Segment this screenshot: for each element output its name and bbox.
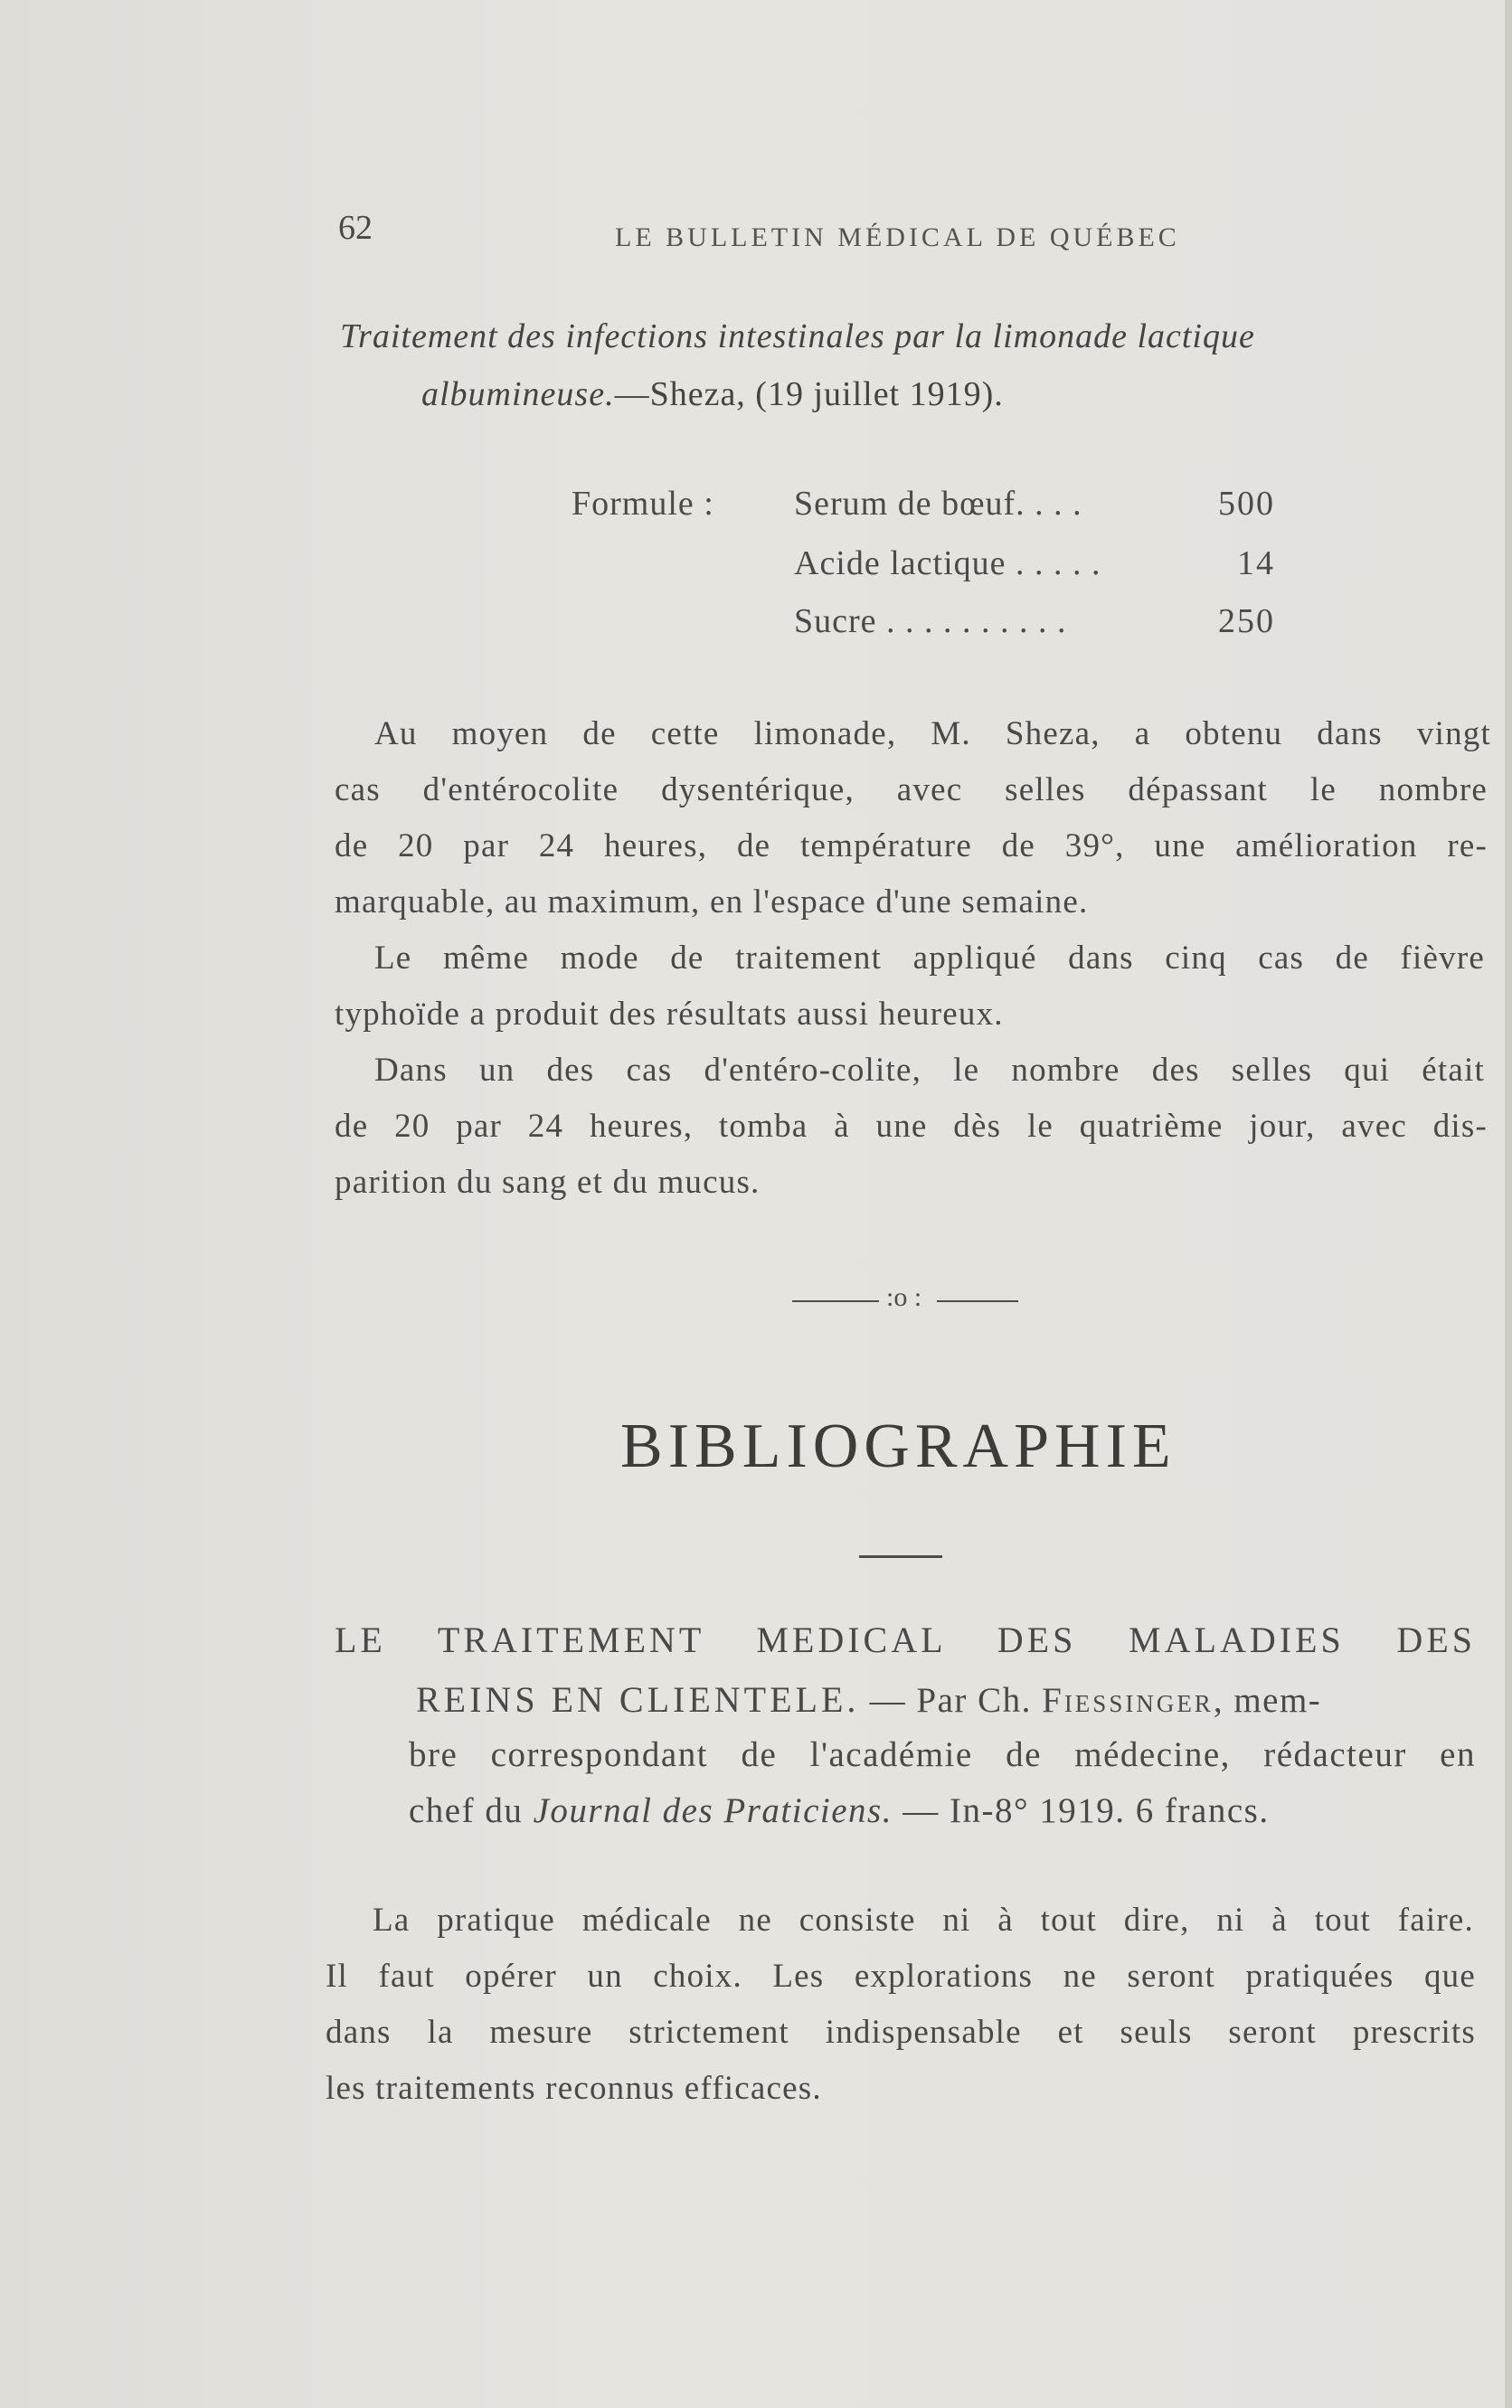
running-head: LE BULLETIN MÉDICAL DE QUÉBEC	[615, 222, 1180, 252]
paragraph-line: marquable, au maximum, en l'espace d'une semaine.	[335, 883, 1089, 921]
article-source: —Sheza, (19 juillet 1919).	[614, 375, 1004, 413]
page-number: 62	[338, 209, 373, 247]
paragraph-line: de 20 par 24 heures, tomba à une dès le quatrième jour, avec dis-	[335, 1108, 1488, 1145]
book-title-end: REINS EN CLIENTELE.	[416, 1679, 860, 1720]
book-by: — Par Ch.	[859, 1681, 1043, 1720]
formula-item-name: Sucre . . . . . . . . . .	[794, 602, 1067, 640]
book-description: bre correspondant de l'académie de médecine, rédacteur en	[409, 1735, 1476, 1774]
book-title: LE TRAITEMENT MEDICAL DES MALADIES DES	[335, 1619, 1476, 1660]
paragraph-line: de 20 par 24 heures, de température de 39°, une amélioration re-	[335, 827, 1488, 864]
article-title: Traitement des infections intestinales par la limonade lactique	[340, 317, 1255, 355]
paragraph-line: cas d'entérocolite dysentérique, avec selles dépassant le nombre	[335, 771, 1488, 808]
book-author: Fiessinger	[1042, 1681, 1214, 1720]
paragraph-line: typhoïde a produit des résultats aussi heureux.	[335, 996, 1004, 1033]
formula-item-name: Acide lactique . . . . .	[794, 544, 1101, 582]
review-line: dans la mesure strictement indispensable et seuls seront prescrits	[326, 2014, 1476, 2051]
formula-item-qty: 250	[1218, 602, 1275, 640]
separator-mark: :o :	[886, 1282, 922, 1312]
review-line: les traitements reconnus efficaces.	[326, 2070, 822, 2107]
formula-item-qty: 500	[1218, 485, 1275, 523]
section-separator	[792, 1282, 1018, 1318]
book-publication	[409, 1790, 1270, 1831]
article-title-italic: albumineuse.	[421, 375, 615, 413]
paragraph-line: Dans un des cas d'entéro-colite, le nombre des selles qui était	[374, 1052, 1485, 1089]
book-title-continuation	[416, 1678, 1321, 1721]
paragraph-line: Au moyen de cette limonade, M. Sheza, a obtenu dans vingt	[374, 715, 1491, 752]
book-journal: Journal des Praticiens.	[533, 1791, 893, 1830]
formula-label: Formule :	[572, 485, 714, 523]
article-title-continuation	[421, 374, 1004, 414]
review-line: Il faut opérer un choix. Les explorations ne seront pratiquées que	[326, 1958, 1476, 1995]
book-journal-prefix: chef du	[409, 1791, 534, 1830]
separator-rule-left	[792, 1300, 879, 1302]
paragraph-line: Le même mode de traitement appliqué dans cinq cas de fièvre	[374, 940, 1485, 977]
book-author-suffix: , mem-	[1213, 1681, 1322, 1720]
book-edition-price: — In-8° 1919. 6 francs.	[892, 1791, 1270, 1830]
section-heading: BIBLIOGRAPHIE	[620, 1412, 1177, 1481]
review-line: La pratique médicale ne consiste ni à tout dire, ni à tout faire.	[373, 1902, 1474, 1939]
separator-rule-right	[937, 1300, 1018, 1302]
heading-rule	[859, 1555, 942, 1558]
paragraph-line: parition du sang et du mucus.	[335, 1164, 761, 1201]
formula-item-qty: 14	[1237, 544, 1275, 582]
page-edge	[1505, 0, 1512, 2408]
formula-item-name: Serum de bœuf. . . .	[794, 485, 1082, 523]
